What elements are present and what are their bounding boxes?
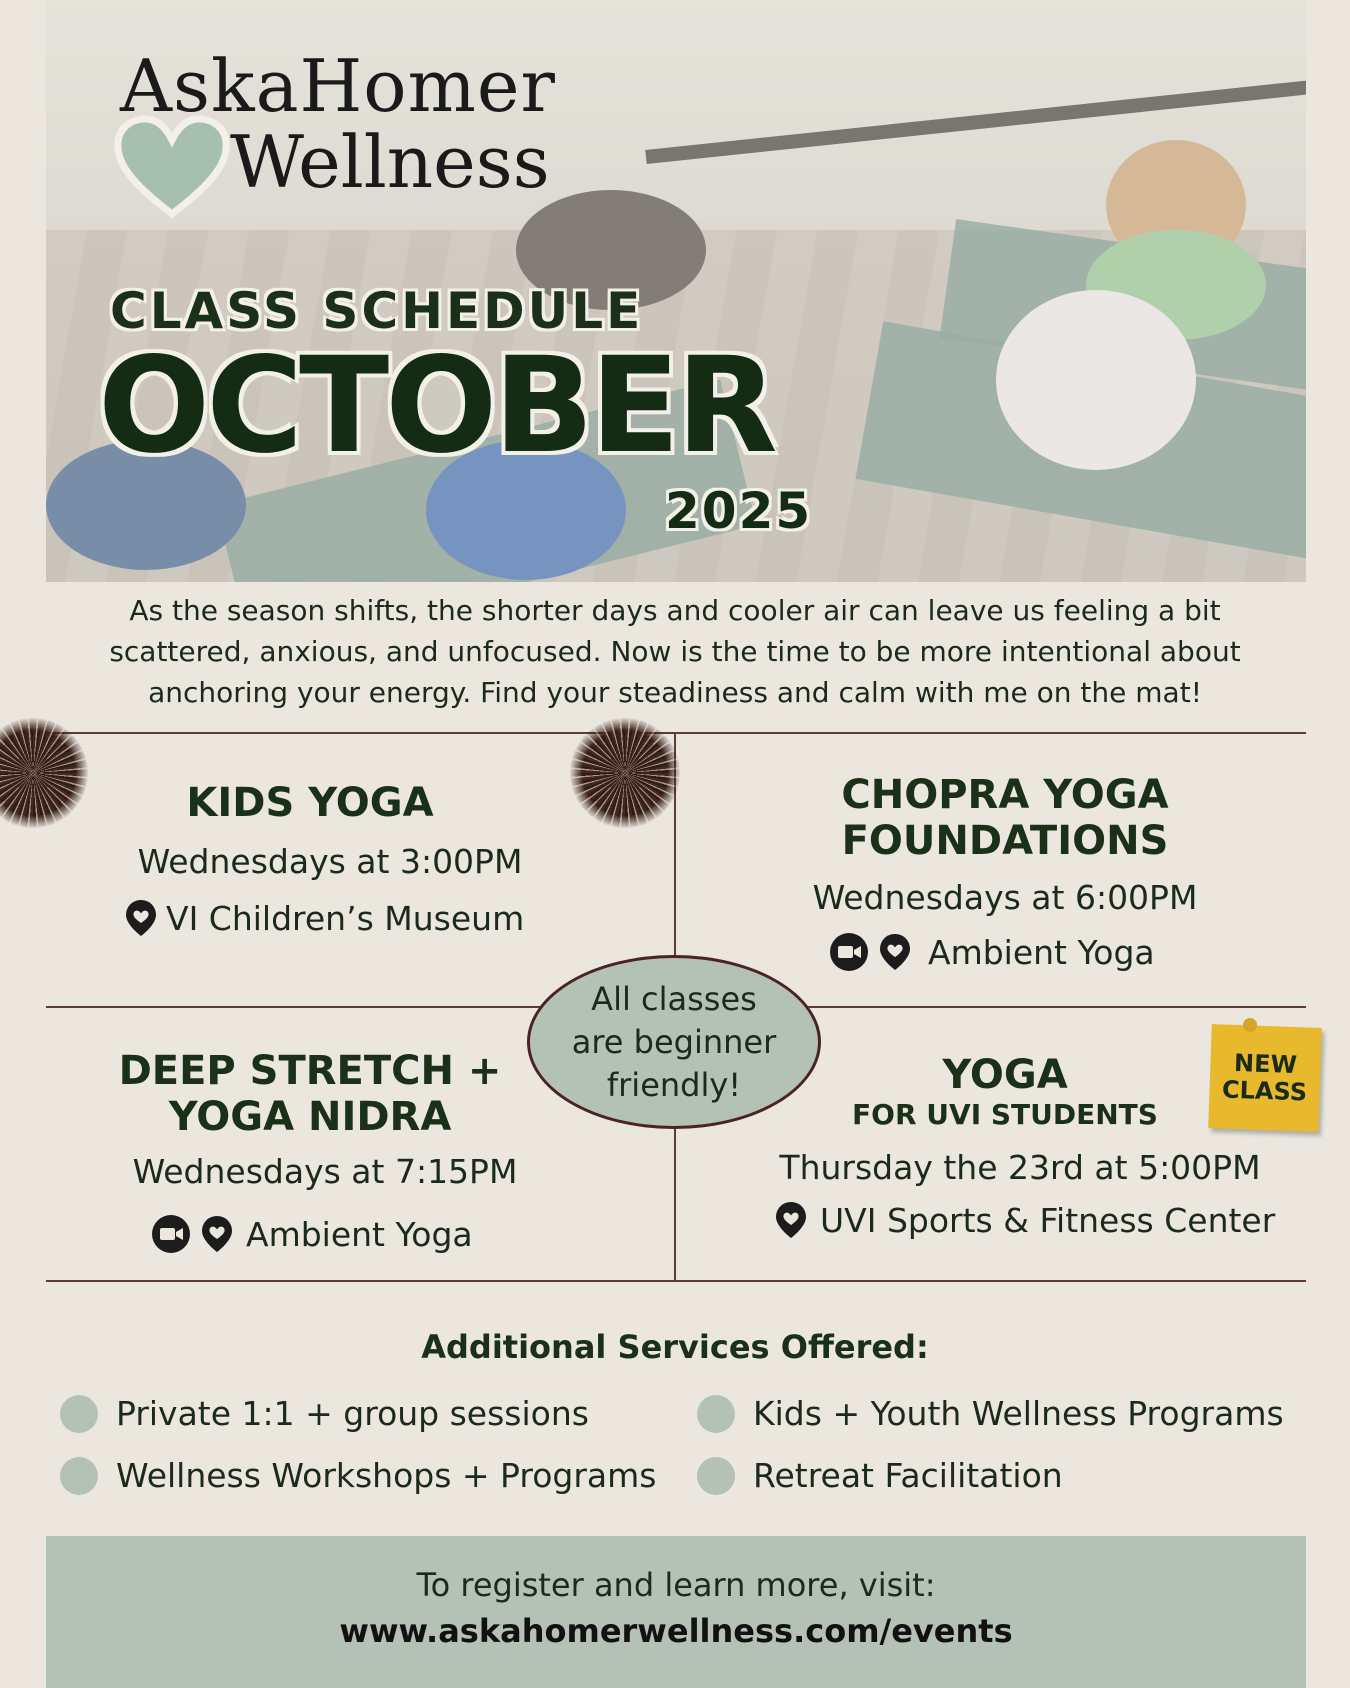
class-time: Wednesdays at 3:00PM bbox=[137, 842, 523, 881]
oval-line3: friendly! bbox=[606, 1065, 742, 1104]
class-title-line2: FOUNDATIONS bbox=[841, 818, 1169, 864]
bullet-icon bbox=[697, 1395, 735, 1433]
class-title-line1: CHOPRA YOGA bbox=[841, 772, 1169, 818]
class-time: Wednesdays at 7:15PM bbox=[132, 1152, 518, 1191]
location-pin-icon bbox=[124, 898, 158, 938]
class-subtitle: FOR UVI STUDENTS bbox=[852, 1098, 1158, 1131]
oval-line2: are beginner bbox=[571, 1022, 777, 1061]
brand-line1: AskaHomer bbox=[120, 44, 556, 128]
service-label: Wellness Workshops + Programs bbox=[116, 1456, 657, 1495]
new-class-badge bbox=[1208, 1024, 1322, 1132]
location-label: UVI Sports & Fitness Center bbox=[820, 1200, 1276, 1240]
location-label: VI Children’s Museum bbox=[166, 898, 525, 938]
location-pin-icon bbox=[878, 932, 912, 972]
service-item bbox=[697, 1394, 1284, 1433]
divider bbox=[46, 732, 1306, 734]
service-item bbox=[60, 1394, 589, 1433]
class-title: YOGA bbox=[942, 1052, 1068, 1098]
beginner-friendly-oval bbox=[527, 955, 821, 1129]
video-camera-icon bbox=[150, 1214, 192, 1254]
service-item bbox=[697, 1456, 1063, 1495]
services-heading: Additional Services Offered: bbox=[421, 1328, 929, 1366]
service-item bbox=[60, 1456, 657, 1495]
footer-text: To register and learn more, visit: bbox=[416, 1566, 936, 1604]
class-time: Thursday the 23rd at 5:00PM bbox=[779, 1148, 1261, 1187]
bullet-icon bbox=[60, 1457, 98, 1495]
class-title bbox=[705, 772, 1305, 864]
footer-banner bbox=[46, 1536, 1306, 1688]
oval-line1: All classes bbox=[591, 979, 757, 1018]
class-title bbox=[60, 1048, 560, 1140]
schedule-label: CLASS SCHEDULE bbox=[110, 282, 644, 340]
service-label: Kids + Youth Wellness Programs bbox=[753, 1394, 1284, 1433]
divider bbox=[46, 1280, 1306, 1282]
service-label: Private 1:1 + group sessions bbox=[116, 1394, 589, 1433]
badge-line1: NEW bbox=[1233, 1048, 1298, 1080]
video-camera-icon bbox=[828, 932, 870, 972]
firework-icon bbox=[570, 718, 680, 828]
year-label: 2025 bbox=[665, 482, 813, 540]
class-title-line1: DEEP STRETCH + bbox=[118, 1048, 502, 1094]
class-location bbox=[774, 1200, 1275, 1240]
intro-text: As the season shifts, the shorter days and cooler air can leave us feeling a bit scattered, anxious, and unfocused. Now is the time to be more intentional about anchoring your energy. Find your steadiness and calm with me on the mat! bbox=[109, 594, 1241, 709]
bullet-icon bbox=[697, 1457, 735, 1495]
location-pin-icon bbox=[774, 1200, 808, 1240]
class-title: KIDS YOGA bbox=[186, 780, 434, 826]
class-location bbox=[828, 932, 1155, 972]
class-title-line2: YOGA NIDRA bbox=[168, 1094, 452, 1140]
location-pin-icon bbox=[200, 1214, 234, 1254]
class-location bbox=[150, 1214, 473, 1254]
pushpin-icon bbox=[1243, 1018, 1257, 1032]
brand-logo bbox=[120, 44, 556, 204]
badge-line2: CLASS bbox=[1221, 1075, 1308, 1107]
footer-url-link[interactable]: www.askahomerwellness.com/events bbox=[339, 1612, 1013, 1650]
month-title: OCTOBER bbox=[98, 329, 774, 483]
bullet-icon bbox=[60, 1395, 98, 1433]
location-label: Ambient Yoga bbox=[928, 932, 1155, 972]
location-label: Ambient Yoga bbox=[246, 1214, 473, 1254]
class-time: Wednesdays at 6:00PM bbox=[812, 878, 1198, 917]
class-location bbox=[124, 898, 524, 938]
service-label: Retreat Facilitation bbox=[753, 1456, 1063, 1495]
brand-line2: Wellness bbox=[230, 120, 550, 204]
